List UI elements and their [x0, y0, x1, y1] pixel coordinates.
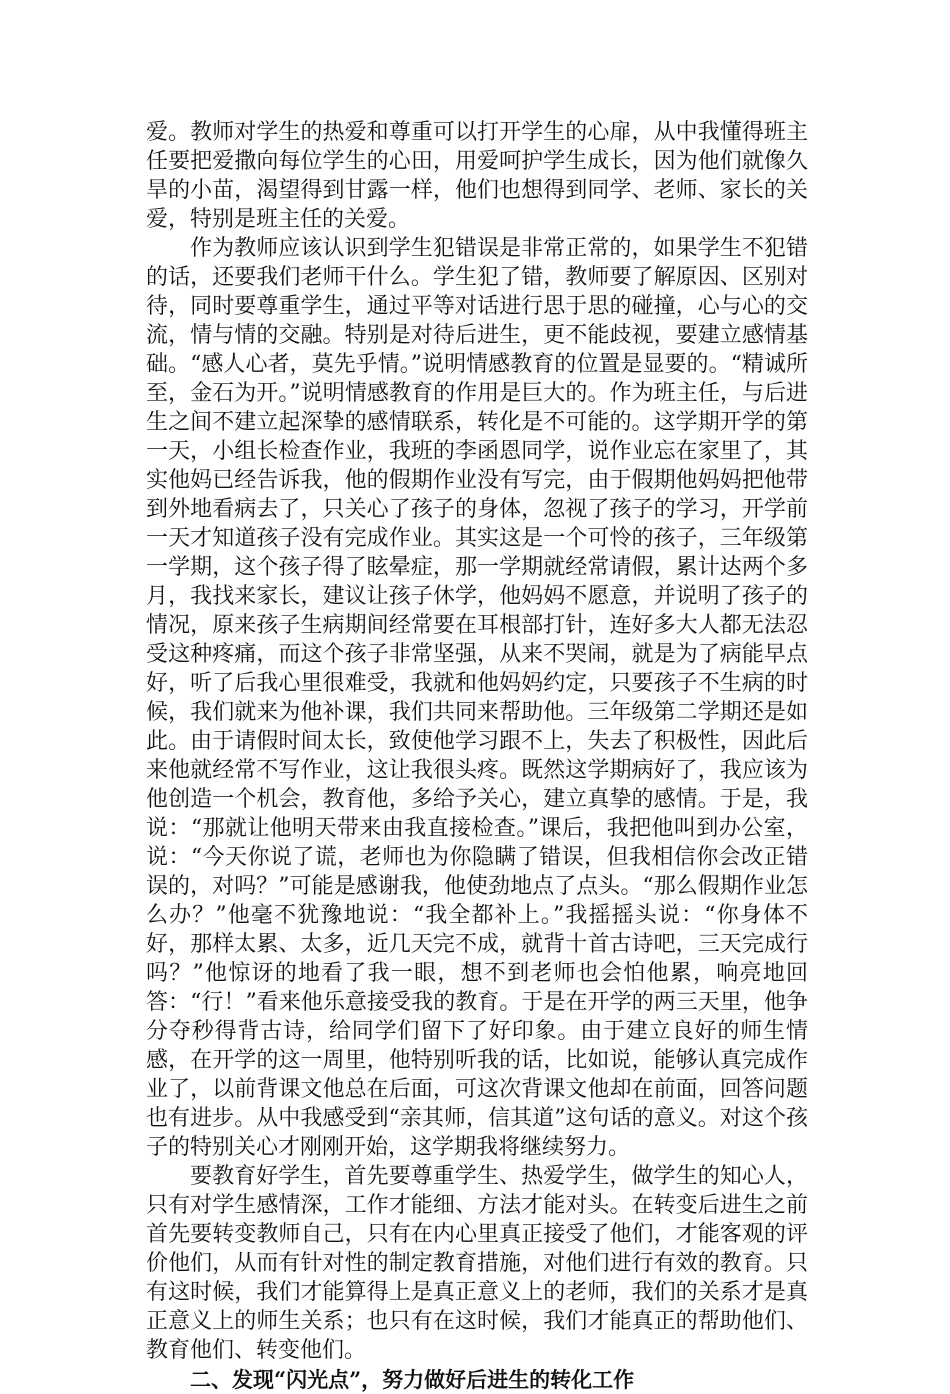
paragraph-2: 作为教师应该认识到学生犯错误是非常正常的，如果学生不犯错的话，还要我们老师干什么。学生犯了错，教师要了解原因、区别对待，同时要尊重学生，通过平等对话进行思于思的碰撞，心与心的交流，情与情的交融。特别是对待后进生，更不能歧视，要建立感情基础。“感人心者，莫先乎情。”说明情感教育的位置是显要的。“精诚所至，金石为开。”说明情感教育的作用是巨大的。作为班主任，与后进生之间不建立起深挚的感情联系，转化是不可能的。这学期开学的第一天，小组长检查作业，我班的李函恩同学，说作业忘在家里了，其实他妈已经告诉我，他的假期作业没有写完，由于假期他妈妈把他带到外地看病去了，只关心了孩子的身体，忽视了孩子的学习，开学前一天才知道孩子没有完成作业。其实这是一个可怜的孩子，三年级第一学期，这个孩子得了眩晕症，那一学期就经常请假，累计达两个多月，我找来家长，建议让孩子休学，他妈妈不愿意，并说明了孩子的情况，原来孩子生病期间经常要在耳根部打针，连好多大人都无法忍受这种疼痛，而这个孩子非常坚强，从来不哭闹，就是为了病能早点好，听了后我心里很难受，我就和他妈妈约定，只要孩子不生病的时候，我们就来为他补课，我们共同来帮助他。三年级第二学期还是如此。由于请假时间太长，致使他学习跟不上，失去了积极性，因此后来他就经常不写作业，这让我很头疼。既然这学期病好了，我应该为他创造一个机会，教育他，多给予关心，建立真挚的感情。于是，我说：“那就让他明天带来由我直接检查。”课后，我把他叫到办公室，说：“今天你说了谎，老师也为你隐瞒了错误，但我相信你会改正错误的，对吗？”可能是感谢我，他使劲地点了点头。“那么假期作业怎么办？”他毫不犹豫地说：“我全都补上。”我摇摇头说：“你身体不好，那样太累、太多，近几天完不成，就背十首古诗吧，三天完成行吗？”他惊讶的地看了我一眼，想不到老师也会怕他累，响亮地回答：“行！”看来他乐意接受我的教育。于是在开学的两三天里，他争分夺秒得背古诗，给同学们留下了好印象。由于建立良好的师生情感，在开学的这一周里，他特别听我的话，比如说，能够认真完成作业了，以前背课文他总在后面，可这次背课文他却在前面，回答问题也有进步。从中我感受到“亲其师，信其道”这句话的意义。对这个孩子的特别关心才刚刚开始，这学期我将继续努力。	[146, 236, 808, 1160]
section-heading: 二、发现“闪光点”，努力做好后进生的转化工作	[190, 1367, 635, 1392]
paragraph-3: 要教育好学生，首先要尊重学生、热爱学生，做学生的知心人，只有对学生感情深，工作才能细、方法才能对头。在转变后进生之前首先要转变教师自己，只有在内心里真正接受了他们，才能客观的评价他们，从而有针对性的制定教育措施，对他们进行有效的教育。只有这时候，我们才能算得上是真正意义上的老师，我们的关系才是真正意义上的师生关系；也只有在这时候，我们才能真正的帮助他们、教育他们、转变他们。	[146, 1164, 808, 1363]
document-page	[146, 118, 808, 1394]
paragraph-1: 爱。教师对学生的热爱和尊重可以打开学生的心扉，从中我懂得班主任要把爱撒向每位学生的心田，用爱呵护学生成长，因为他们就像久旱的小苗，渴望得到甘露一样，他们也想得到同学、老师、家长的关爱，特别是班主任的关爱。	[146, 120, 808, 232]
